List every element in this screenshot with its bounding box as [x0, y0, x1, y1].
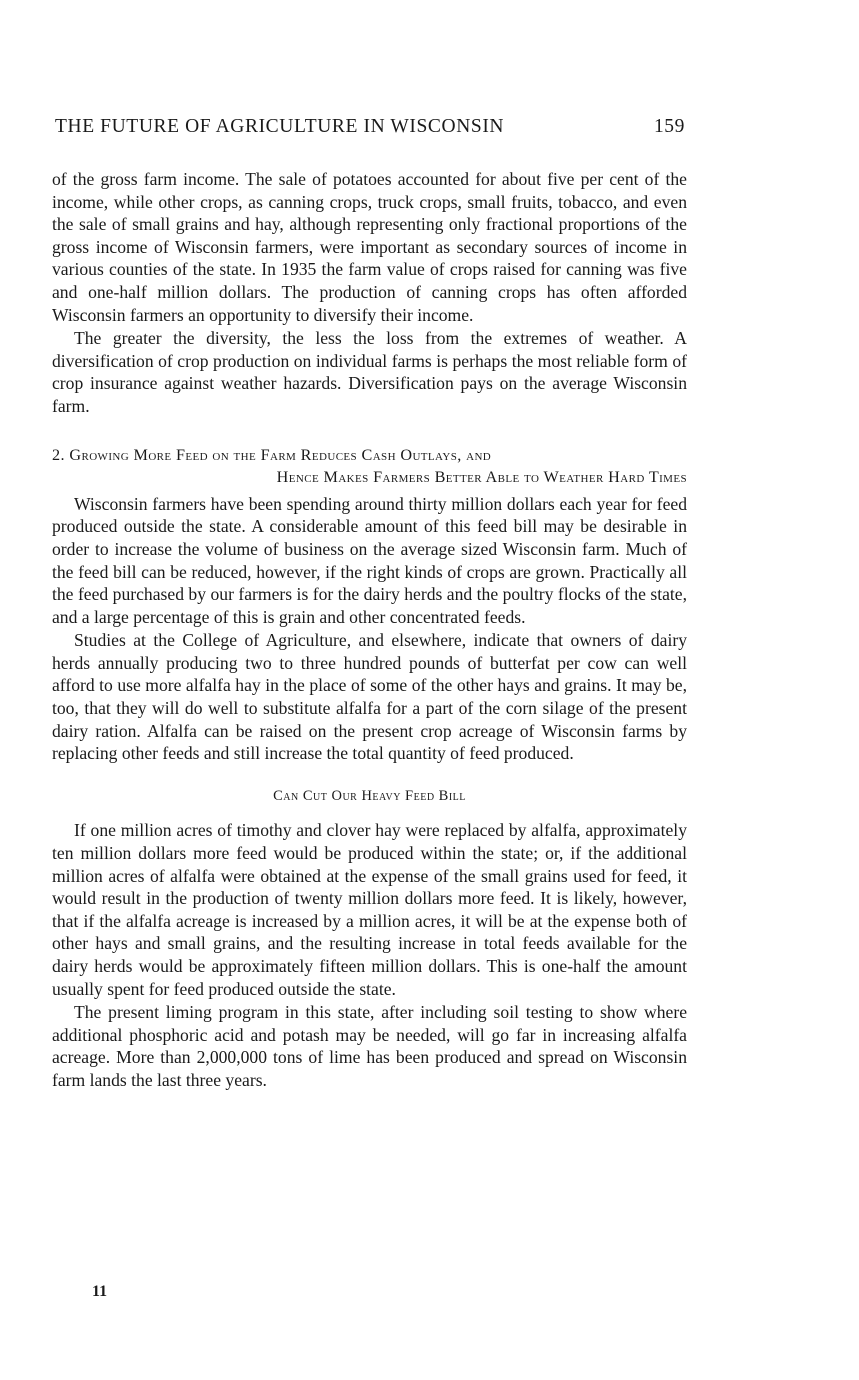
signature-mark: 11 [92, 1283, 108, 1300]
running-head-title: THE FUTURE OF AGRICULTURE IN WISCONSIN [55, 116, 505, 137]
paragraph: The greater the diversity, the less the loss from the extremes of weather. A diversification of crop production on individual farms is perhaps the most reliable form of crop insurance against weather hazards. Diversification pays on the average Wisconsin farm. [52, 328, 687, 416]
section-heading-line-2: Hence Makes Farmers Better Able to Weather Hard Times [276, 468, 687, 487]
page-body [52, 168, 687, 1092]
paragraph: Studies at the College of Agriculture, and elsewhere, indicate that owners of dairy herds annually producing two to three hundred pounds of butterfat per cow can well afford to use more alfalfa hay in the place of some of the other hays and grains. It may be, too, that they will do well to substitute alfalfa for a part of the corn silage of the present dairy ration. Alfalfa can be raised on the present crop acreage of Wisconsin farms by replacing other feeds and still increase the total quantity of feed produced. [52, 630, 687, 764]
paragraph: Wisconsin farmers have been spending around thirty million dollars each year for feed produced outside the state. A considerable amount of this feed bill may be desirable in order to increase the volume of business on the average sized Wisconsin farm. Much of the feed bill can be reduced, however, if the right kinds of crops are grown. Practically all the feed purchased by our farmers is for the dairy herds and the poultry flocks of the state, and a large percentage of this is grain and other concentrated feeds. [52, 493, 687, 627]
page-number: 159 [653, 116, 685, 137]
section-heading-line-1: 2. Growing More Feed on the Farm Reduces Cash Outlays, and [52, 445, 492, 464]
paragraph: of the gross farm income. The sale of potatoes accounted for about five per cent of the income, while other crops, as canning crops, truck crops, small fruits, tobacco, and even the sale of small grains and hay, although representing only fractional proportions of the gross income of Wisconsin farmers, were important as secondary sources of income in various counties of the state. In 1935 the farm value of crops raised for canning was five and one-half million dollars. The production of canning crops has often afforded Wisconsin farmers an opportunity to diversify their income. [52, 169, 687, 325]
paragraph: If one million acres of timothy and clover hay were replaced by alfalfa, approximately ten million dollars more feed would be produced within the state; or, if the additional million acres of alfalfa were obtained at the expense of the small grains used for feed, it would result in the production of twenty million dollars more feed. It is likely, however, that if the alfalfa acreage is increased by a million acres, it will be at the expense both of other hays and small grains, and the resulting increase in total feeds available for the dairy herds would be approximately fifteen million dollars. This is one-half the amount usually spent for feed produced outside the state. [52, 820, 687, 999]
subheading: Can Cut Our Heavy Feed Bill [273, 787, 466, 804]
paragraph: The present liming program in this state, after including soil testing to show where additional phosphoric acid and potash may be needed, will go far in increasing alfalfa acreage. More than 2,000,000 tons of lime has been produced and spread on Wisconsin farm lands the last three years. [52, 1002, 687, 1090]
section-heading [52, 444, 687, 489]
